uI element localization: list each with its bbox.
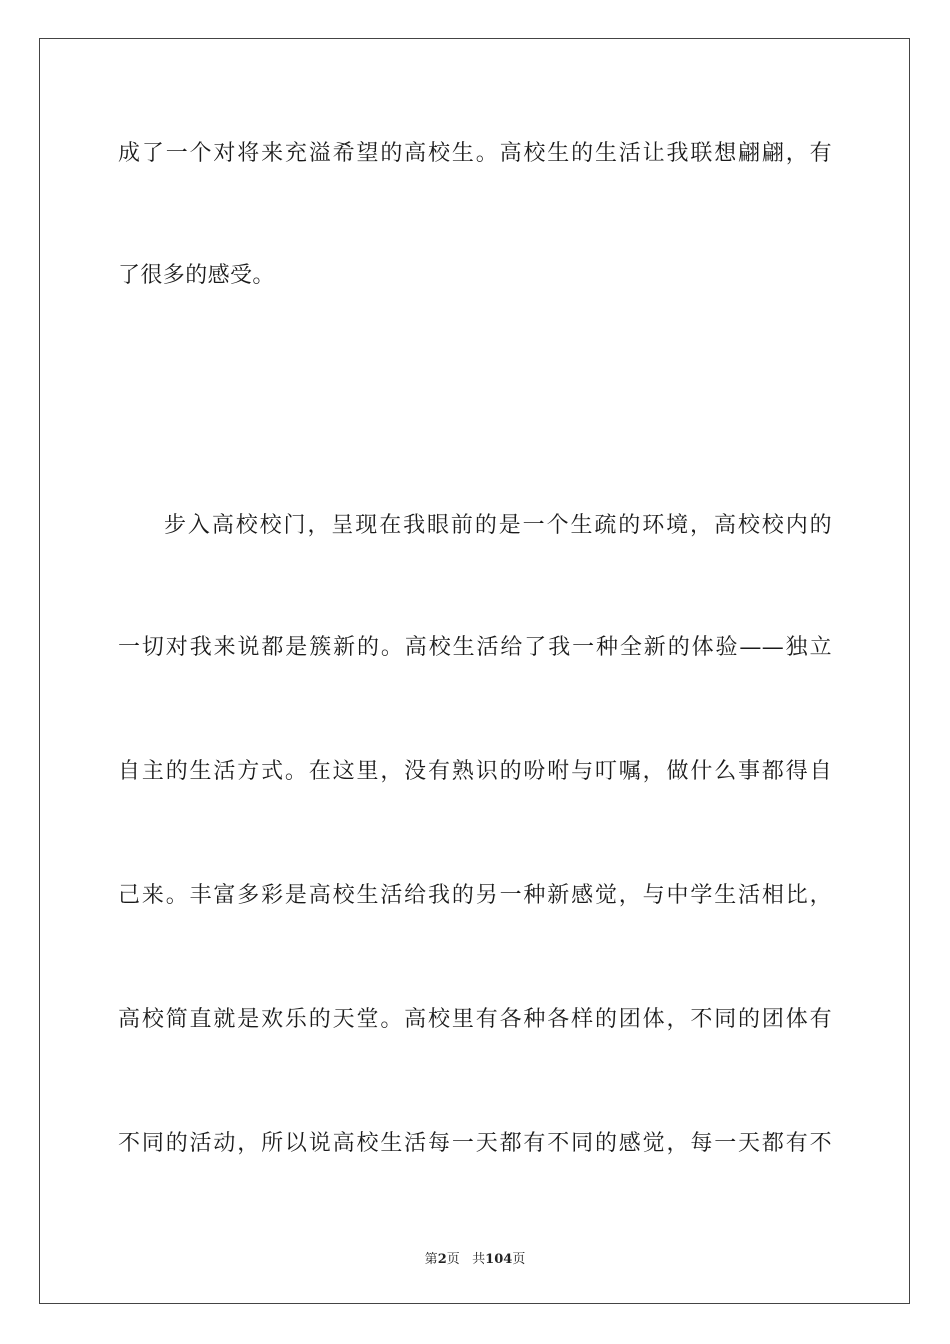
total-suffix: 页	[512, 1252, 526, 1267]
paragraph-first-line: 步入高校校门，呈现在我眼前的是一个生疏的环境，高校校内的	[164, 513, 832, 538]
total-prefix: 共	[472, 1252, 486, 1267]
body-line-8: 不同的活动，所以说高校生活每一天都有不同的感觉，每一天都有不	[118, 1131, 832, 1156]
body-line-1: 成了一个对将来充溢希望的高校生。高校生的生活让我联想翩翩，有	[118, 141, 832, 166]
total-pages: 104	[485, 1252, 513, 1267]
body-line-4: 一切对我来说都是簇新的。高校生活给了我一种全新的体验——独立	[118, 635, 832, 660]
body-line-7: 高校简直就是欢乐的天堂。高校里有各种各样的团体，不同的团体有	[118, 1007, 832, 1032]
page-prefix: 第	[424, 1252, 438, 1267]
body-line-5: 自主的生活方式。在这里，没有熟识的吩咐与叮嘱，做什么事都得自	[118, 759, 832, 784]
body-line-2: 了很多的感受。	[118, 263, 275, 288]
page-number: 2	[437, 1252, 447, 1267]
page-border	[39, 38, 910, 1304]
body-line-6: 己来。丰富多彩是高校生活给我的另一种新感觉，与中学生活相比，	[118, 883, 832, 908]
page-footer	[0, 1248, 950, 1267]
page-suffix: 页	[446, 1252, 460, 1267]
